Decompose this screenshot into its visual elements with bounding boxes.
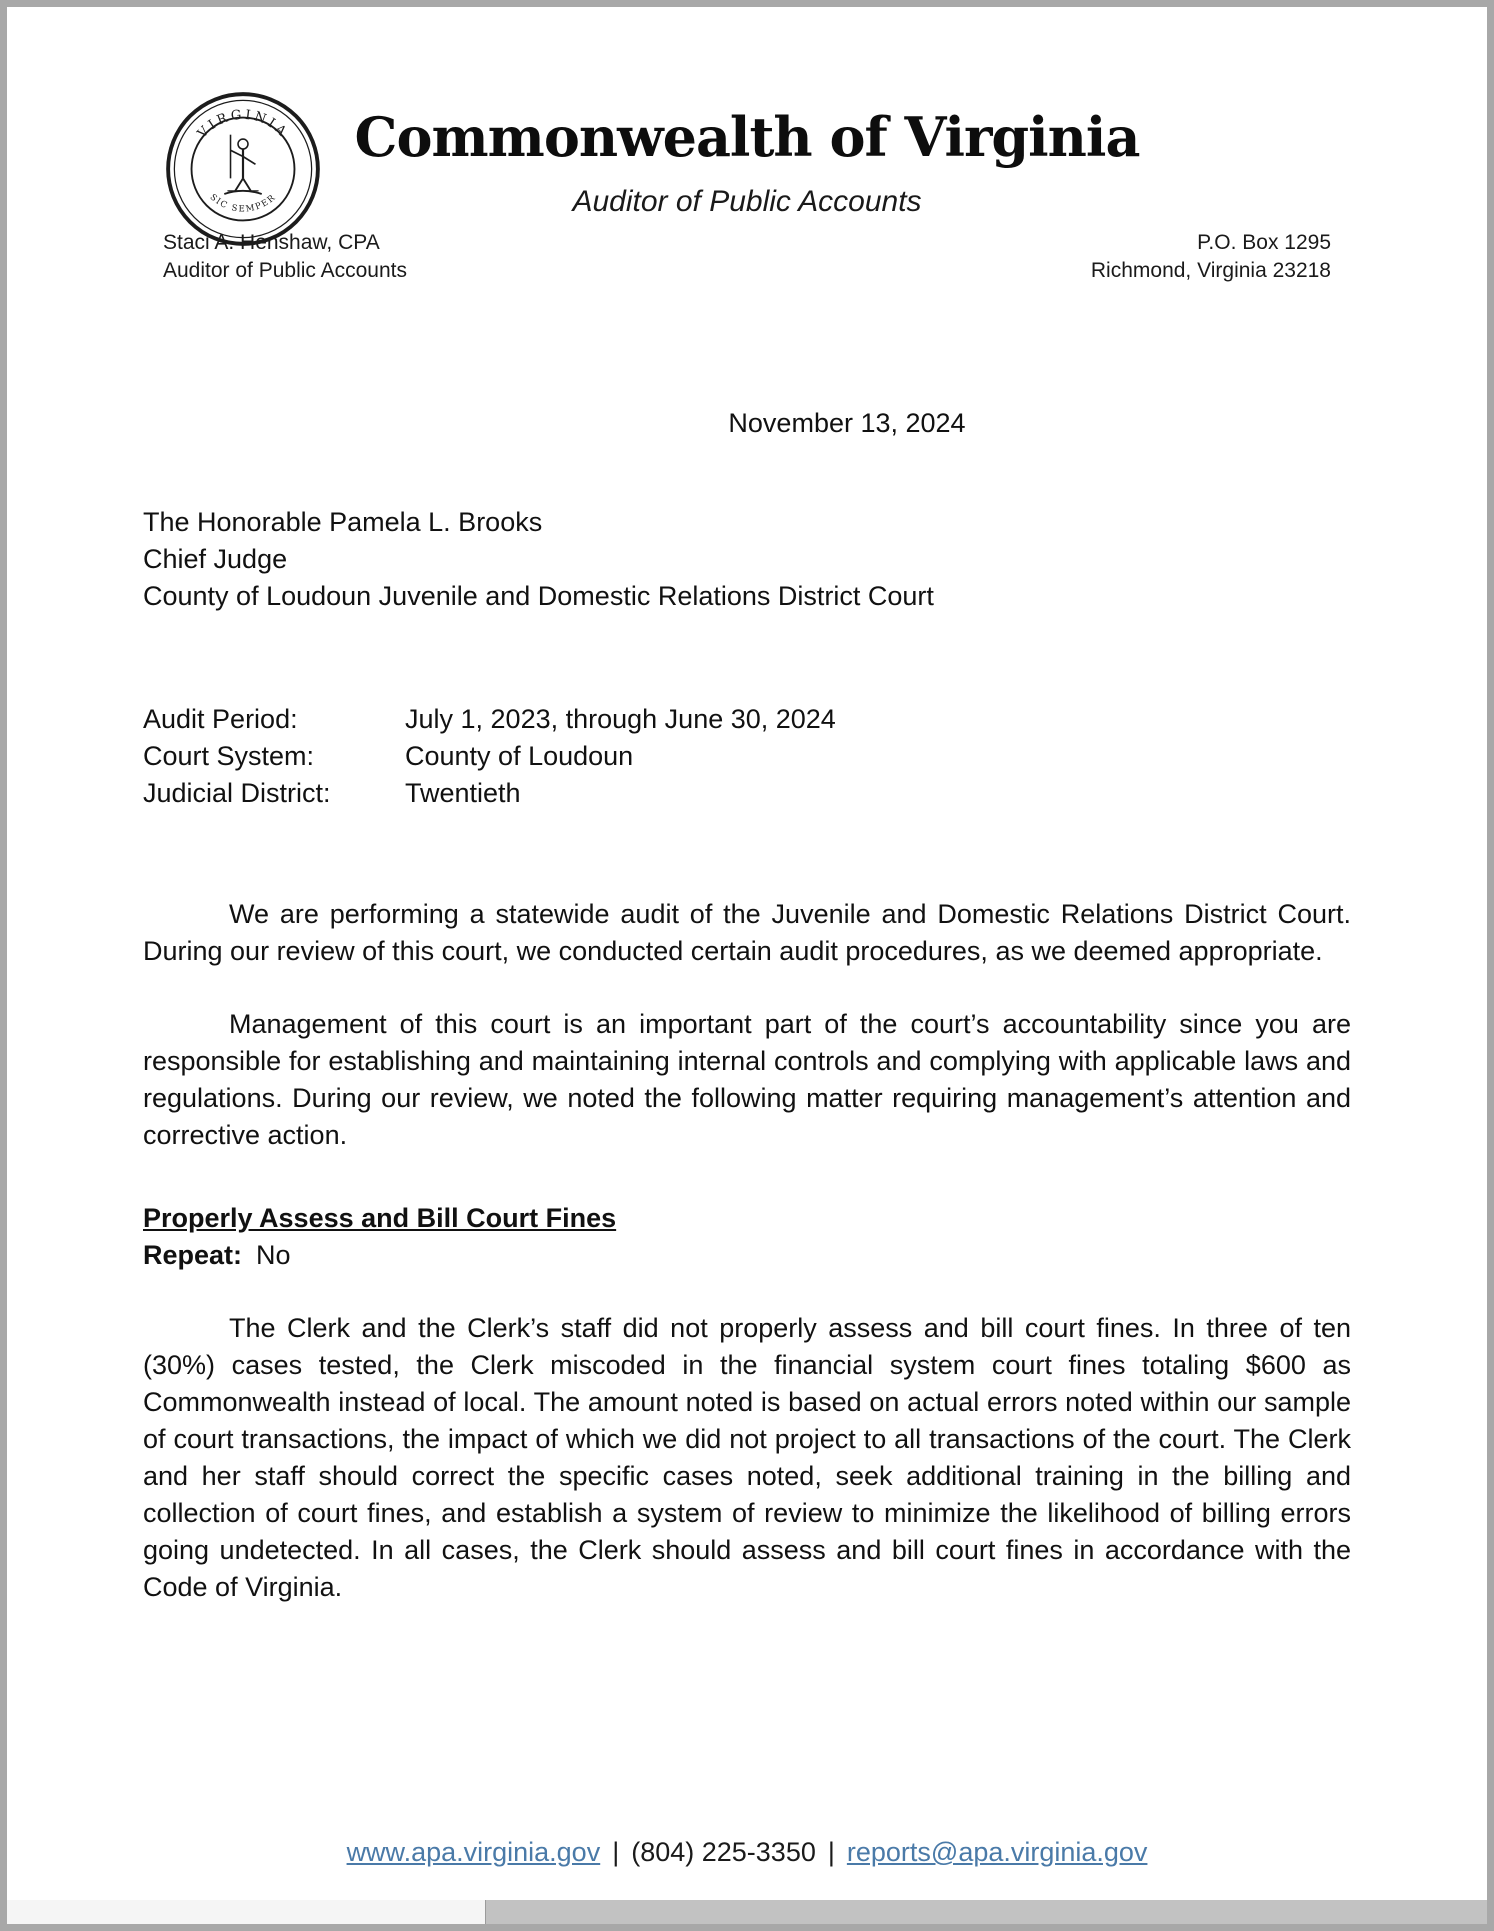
horizontal-scrollbar[interactable] (7, 1900, 1487, 1924)
repeat-value: No (256, 1240, 291, 1270)
paragraph-finding: The Clerk and the Clerk’s staff did not properly assess and bill court fines. In three of ten (30%) cases tested, the Clerk miscoded in the financial system court fines totaling $600 as Commonwealth instead of local. The amount noted is based on actual errors noted within our sample of court transactions, the impact of which we did not project to all transactions of the court. The Clerk and her staff should correct the specific cases noted, seek additional training in the billing and collection of court fines, and establish a system of review to minimize the likelihood of billing errors going undetected. In all cases, the Clerk should assess and bill court fines in accordance with the Code of Virginia. (143, 1313, 1351, 1602)
website-link[interactable]: www.apa.virginia.gov (346, 1837, 601, 1867)
phone-number: (804) 225-3350 (631, 1837, 816, 1867)
address-po-box: P.O. Box 1295 (1197, 231, 1331, 254)
address-city-state-zip: Richmond, Virginia 23218 (1090, 259, 1331, 282)
office-address-block (1091, 229, 1331, 285)
footer-separator: | (827, 1837, 835, 1867)
svg-text:VIRGINIA: VIRGINIA (195, 107, 291, 142)
court-system-row (143, 738, 1351, 775)
letterhead-title: Commonwealth of Virginia (354, 105, 1140, 169)
letter-date: November 13, 2024 (728, 408, 966, 438)
recipient-title: Chief Judge (143, 544, 288, 574)
audit-period-row (143, 701, 1351, 738)
audit-period-label: Audit Period: (143, 704, 298, 734)
finding-heading: Properly Assess and Bill Court Fines (143, 1203, 617, 1233)
virginia-state-seal-icon (165, 91, 321, 247)
horizontal-scrollbar-thumb[interactable] (7, 1900, 486, 1924)
footer-separator: | (612, 1837, 620, 1867)
judicial-district-row (143, 775, 1351, 812)
judicial-district-label: Judicial District: (143, 778, 331, 808)
svg-text:SIC SEMPER: SIC SEMPER (207, 192, 279, 215)
repeat-label: Repeat: (143, 1240, 243, 1270)
audit-period-value: July 1, 2023, through June 30, 2024 (405, 704, 836, 734)
paragraph-management: Management of this court is an important part of the court’s accountability since you are responsible for establishing and maintaining internal controls and complying with applicable laws and regulations. During our review, we noted the following matter requiring management’s attention and corrective action. (143, 1009, 1351, 1150)
repeat-line (143, 1237, 1351, 1274)
court-system-value: County of Loudoun (405, 741, 634, 771)
letterhead-subtitle: Auditor of Public Accounts (572, 185, 922, 218)
recipient-block (143, 504, 1351, 615)
judicial-district-value: Twentieth (405, 778, 521, 808)
recipient-court: County of Loudoun Juvenile and Domestic Relations District Court (143, 581, 934, 611)
court-system-label: Court System: (143, 741, 315, 771)
email-link[interactable]: reports@apa.virginia.gov (846, 1837, 1148, 1867)
letter-footer (7, 1837, 1487, 1868)
audit-details-block (143, 701, 1351, 812)
letter-body (7, 405, 1487, 1606)
letterhead (7, 7, 1487, 285)
paragraph-intro: We are performing a statewide audit of the Juvenile and Domestic Relations District Court. During our review of this court, we conducted certain audit procedures, as we deemed appropriate. (143, 899, 1351, 966)
auditor-title: Auditor of Public Accounts (163, 259, 407, 282)
auditor-name: Staci A. Henshaw, CPA (163, 231, 380, 254)
recipient-name: The Honorable Pamela L. Brooks (143, 507, 543, 537)
